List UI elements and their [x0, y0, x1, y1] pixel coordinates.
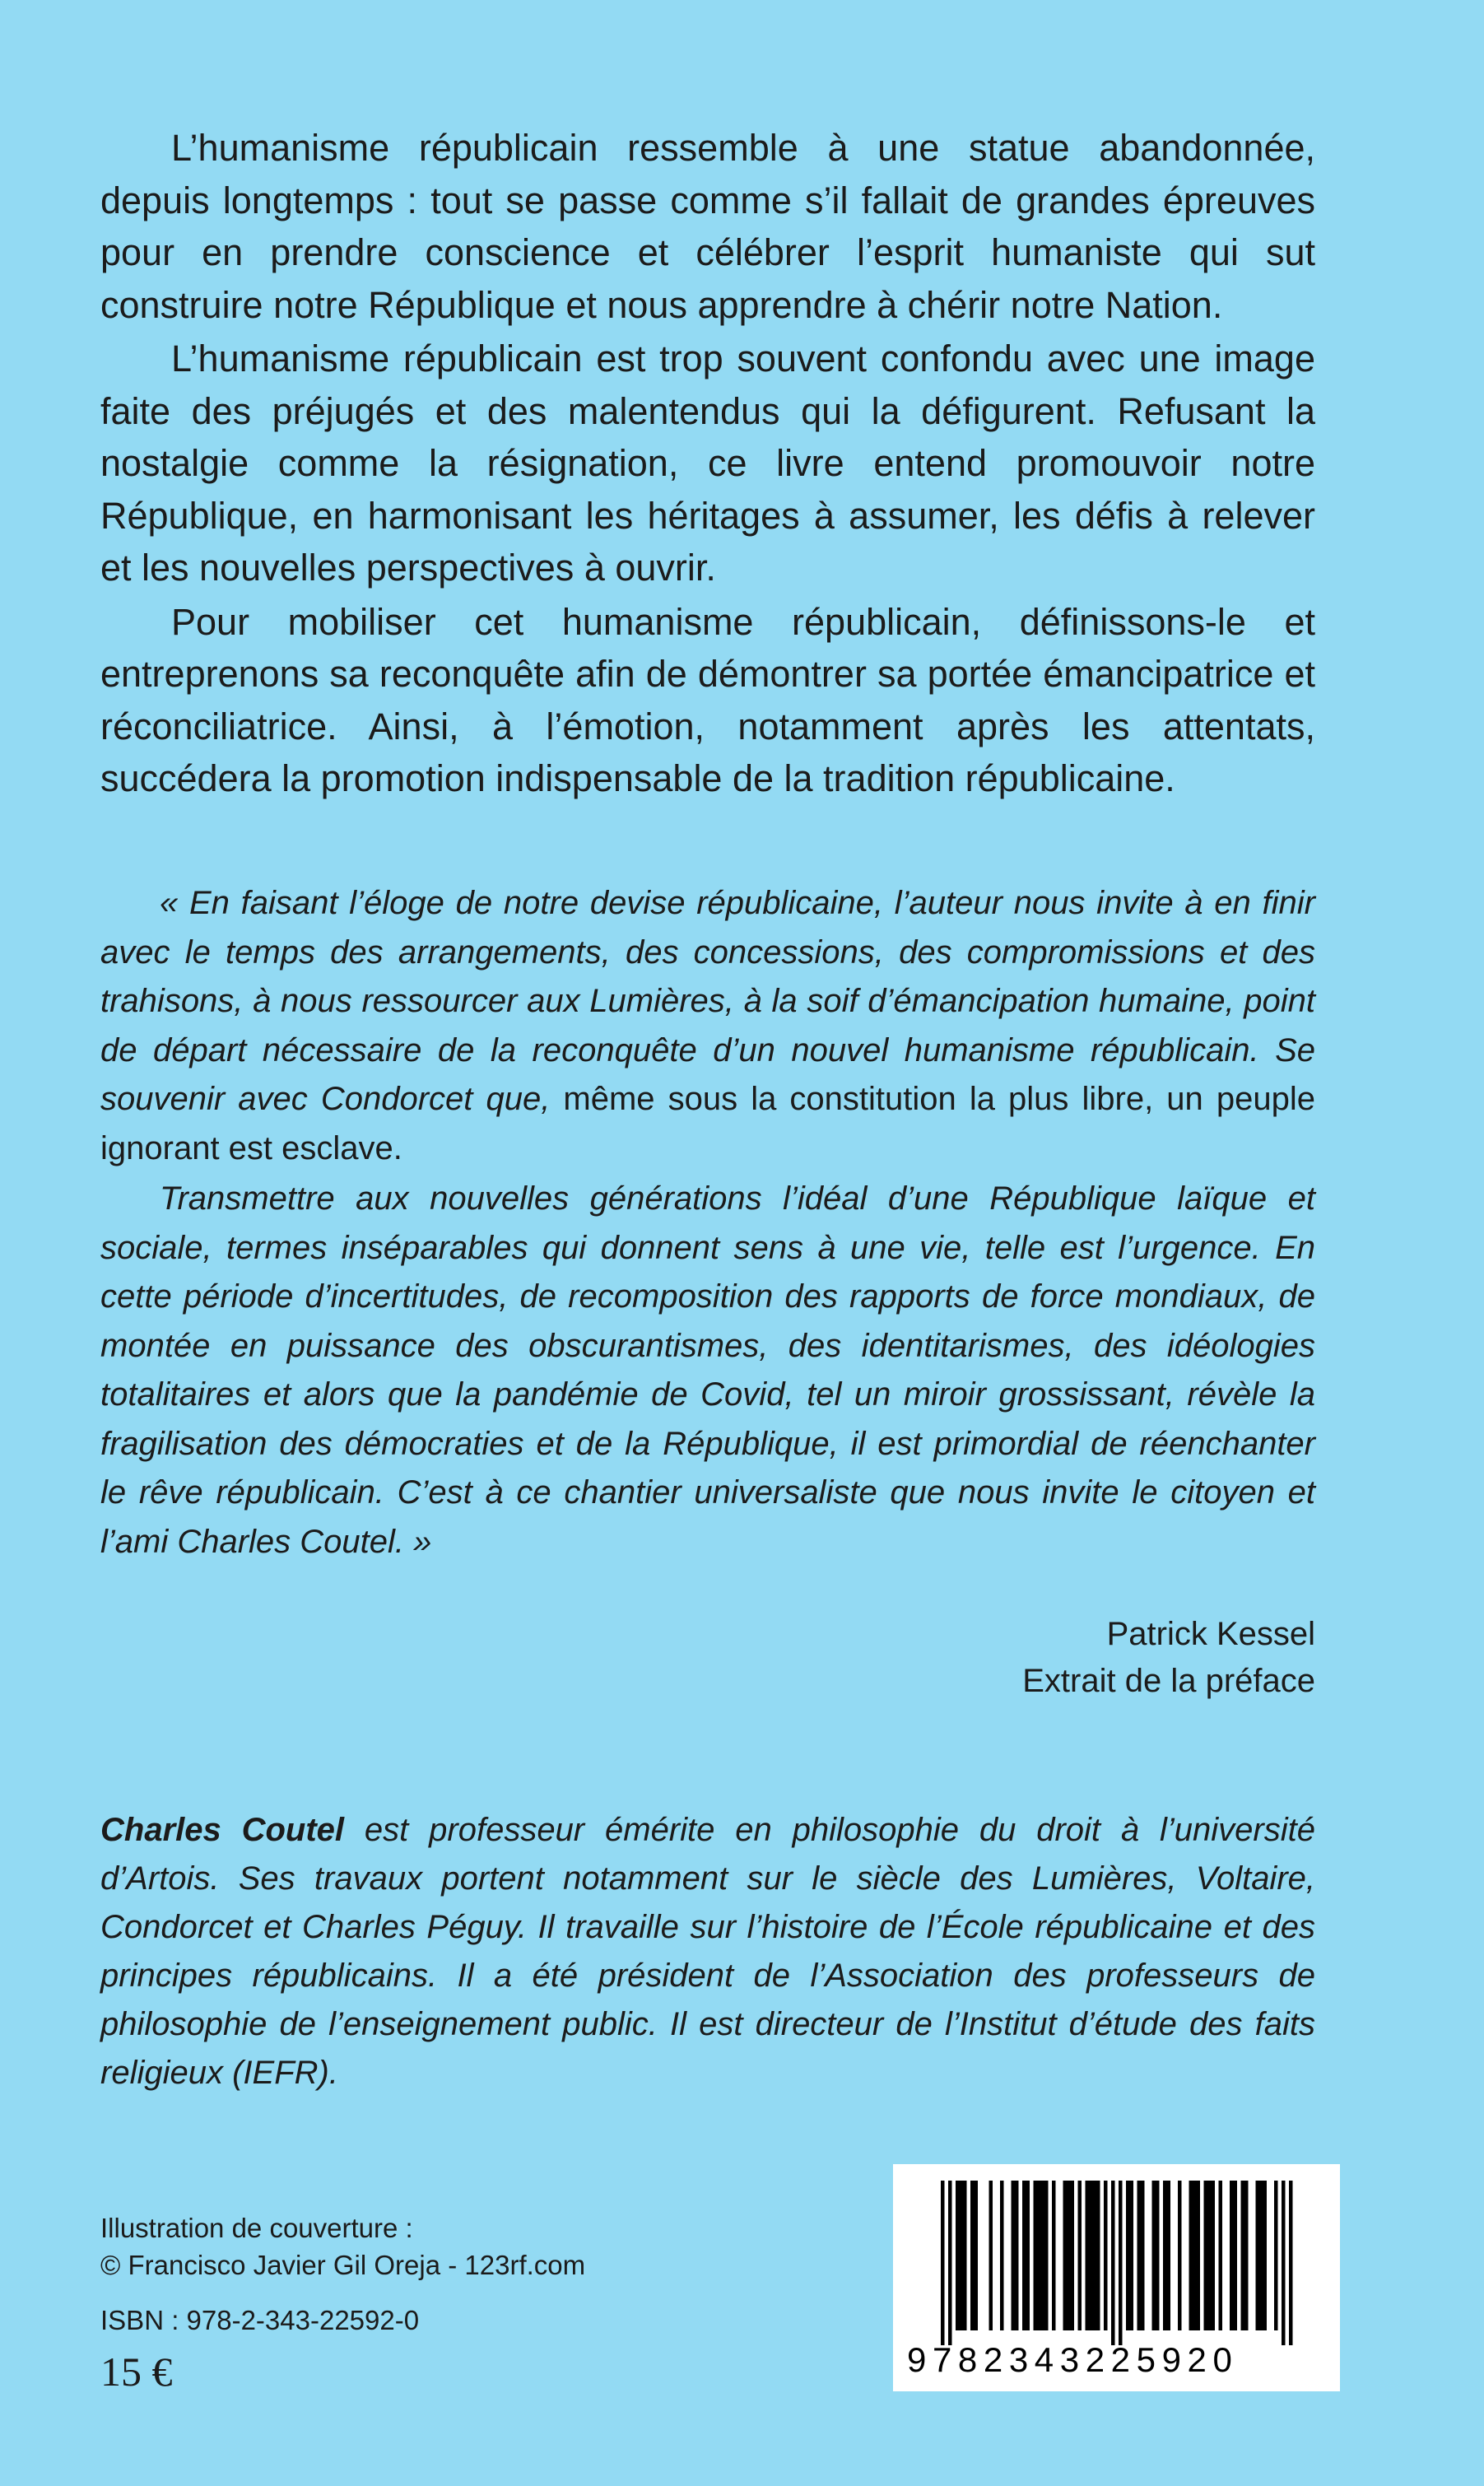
- barcode-bar: [1052, 2181, 1056, 2330]
- blurb-text: [100, 122, 1315, 807]
- barcode-bar: [1119, 2181, 1123, 2345]
- barcode-bar: [1022, 2181, 1026, 2330]
- barcode-bar: [1204, 2181, 1208, 2330]
- barcode-bar: [1037, 2181, 1041, 2330]
- barcode-bar: [1207, 2181, 1212, 2330]
- barcode-bar: [1189, 2181, 1193, 2330]
- author-bio: [100, 1806, 1315, 2097]
- barcode-bar: [1089, 2181, 1093, 2330]
- illustration-label: Illustration de couverture :: [100, 2213, 413, 2243]
- barcode-bar: [1256, 2181, 1260, 2330]
- barcode-bar: [1163, 2181, 1167, 2330]
- barcode-bar: [1130, 2181, 1134, 2330]
- barcode-bar: [1219, 2181, 1223, 2330]
- barcode-bar: [1000, 2181, 1004, 2330]
- barcode-bar: [1044, 2181, 1049, 2330]
- barcode-bar: [1063, 2181, 1068, 2330]
- barcode-bar: [1078, 2181, 1082, 2330]
- barcode: [893, 2164, 1340, 2391]
- barcode-bar: [941, 2181, 945, 2345]
- barcode-bar: [960, 2181, 964, 2330]
- barcode-bar: [1041, 2181, 1045, 2330]
- barcode-bar: [1193, 2181, 1197, 2330]
- barcode-bar: [1230, 2181, 1234, 2330]
- illustration-credit: © Francisco Javier Gil Oreja - 123rf.com: [100, 2250, 586, 2280]
- barcode-bar: [1104, 2181, 1108, 2330]
- barcode-digits: 9782343225920: [907, 2340, 1239, 2379]
- barcode-bar: [1126, 2181, 1130, 2330]
- blurb-paragraph-3: Pour mobiliser cet humanisme républicain, définissons-le et entreprenons sa reconquête afin de démontrer sa portée émancipatrice et réconciliatrice. Ainsi, à l’émotion, notamment après les attentats, succédera la promotion indispensable de la tradition républicaine.: [100, 600, 1315, 799]
- quote-paragraph-2: Transmettre aux nouvelles générations l’idéal d’une République laïque et sociale, termes inséparables qui donnent sens à une vie, telle est l’urgence. En cette période d’incertitudes, de recomposition des rapports de force mondiaux, de montée en puissance des obscurantismes, des identitarismes, des idéologies totalitaires et alors que la pandémie de Covid, tel un miroir grossissant, révèle la fragilisation des démocraties et de la République, il est primordial de réenchanter le rêve républicain. C’est à ce chantier universaliste que nous invite le citoyen et l’ami Charles Coutel. »: [100, 1180, 1315, 1560]
- quote-paragraph-1: [100, 879, 1315, 1173]
- quote-paragraph-1-italic: « En faisant l’éloge de notre devise républicaine, l’auteur nous invite à en finir avec le temps des arrangements, des concessions, des compromissions et des trahisons, à nous ressourcer aux Lumières, à la soif d’émancipation humaine, point de départ nécessaire de la reconquête d’un nouvel humanisme républicain. Se souvenir avec Condorcet que,: [100, 885, 1315, 1117]
- attribution-name: Patrick Kessel: [1106, 1616, 1315, 1652]
- barcode-bar: [1086, 2181, 1090, 2330]
- barcode-bar: [1289, 2181, 1293, 2345]
- author-name: Charles Coutel: [100, 1812, 345, 1848]
- author-bio-text: est professeur émérite en philosophie du droit à l’université d’Artois. Ses travaux portent notamment sur le siècle des Lumières, Voltaire, Condorcet et Charles Péguy. Il travaille sur l’histoire de l’École républicaine et des principes républicains. Il a été président de l’Association des professeurs de philosophie de l’enseignement public. Il est directeur de l’Institut d’étude des faits religieux (IEFR).: [100, 1812, 1315, 2091]
- barcode-bar: [1274, 2181, 1278, 2330]
- barcode-bar: [963, 2181, 967, 2330]
- barcode-bar: [1026, 2181, 1030, 2330]
- barcode-bar: [1263, 2181, 1268, 2330]
- barcode-bar: [1156, 2181, 1160, 2330]
- barcode-bar: [1167, 2181, 1171, 2330]
- quote-paragraph-1-upright: même sous la constitution la plus libre, un peuple ignorant est esclave.: [100, 1081, 1315, 1166]
- barcode-bar: [1241, 2181, 1245, 2330]
- barcode-bar: [970, 2181, 975, 2330]
- barcode-bar: [1015, 2181, 1019, 2330]
- barcode-bar: [975, 2181, 979, 2330]
- barcode-bar: [1111, 2181, 1115, 2345]
- barcode-bar: [1234, 2181, 1238, 2330]
- barcode-bar: [1141, 2181, 1145, 2330]
- preface-quote: [100, 879, 1315, 1568]
- barcode-bar: [1093, 2181, 1097, 2330]
- barcode-bar: [1071, 2181, 1075, 2330]
- barcode-bar: [1178, 2181, 1182, 2330]
- barcode-bar: [1244, 2181, 1249, 2330]
- barcode-bar: [1212, 2181, 1216, 2330]
- barcode-bar: [1197, 2181, 1201, 2330]
- isbn-text: ISBN : 978-2-343-22592-0: [100, 2305, 420, 2335]
- attribution-source: Extrait de la préface: [1022, 1663, 1315, 1699]
- barcode-bar: [948, 2181, 952, 2345]
- blurb-paragraph-1: L’humanisme républicain ressemble à une statue abandonnée, depuis longtemps : tout se passe comme s’il fallait de grandes épreuves pour en prendre conscience et célébrer l’esprit humaniste qui sut construire notre République et nous apprendre à chérir notre Nation.: [100, 127, 1315, 326]
- quote-attribution: [1022, 1611, 1315, 1705]
- barcode-bar: [1282, 2181, 1286, 2345]
- barcode-bar: [989, 2181, 993, 2330]
- barcode-bar: [1259, 2181, 1263, 2330]
- barcode-bar: [956, 2181, 960, 2330]
- blurb-paragraph-2: L’humanisme républicain est trop souvent confondu avec une image faite des préjugés et des malentendus qui la défigurent. Refusant la nostalgie comme la résignation, ce livre entend promouvoir notre République, en harmonisant les héritages à assumer, les défis à relever et les nouvelles perspectives à ouvrir.: [100, 338, 1315, 589]
- barcode-bar: [1137, 2181, 1142, 2330]
- barcode-bar: [1096, 2181, 1100, 2330]
- barcode-bar: [1034, 2181, 1038, 2330]
- barcode-bar: [1012, 2181, 1016, 2330]
- barcode-bar: [1152, 2181, 1156, 2330]
- price: 15 €: [100, 2349, 173, 2395]
- barcode-bar: [1067, 2181, 1071, 2330]
